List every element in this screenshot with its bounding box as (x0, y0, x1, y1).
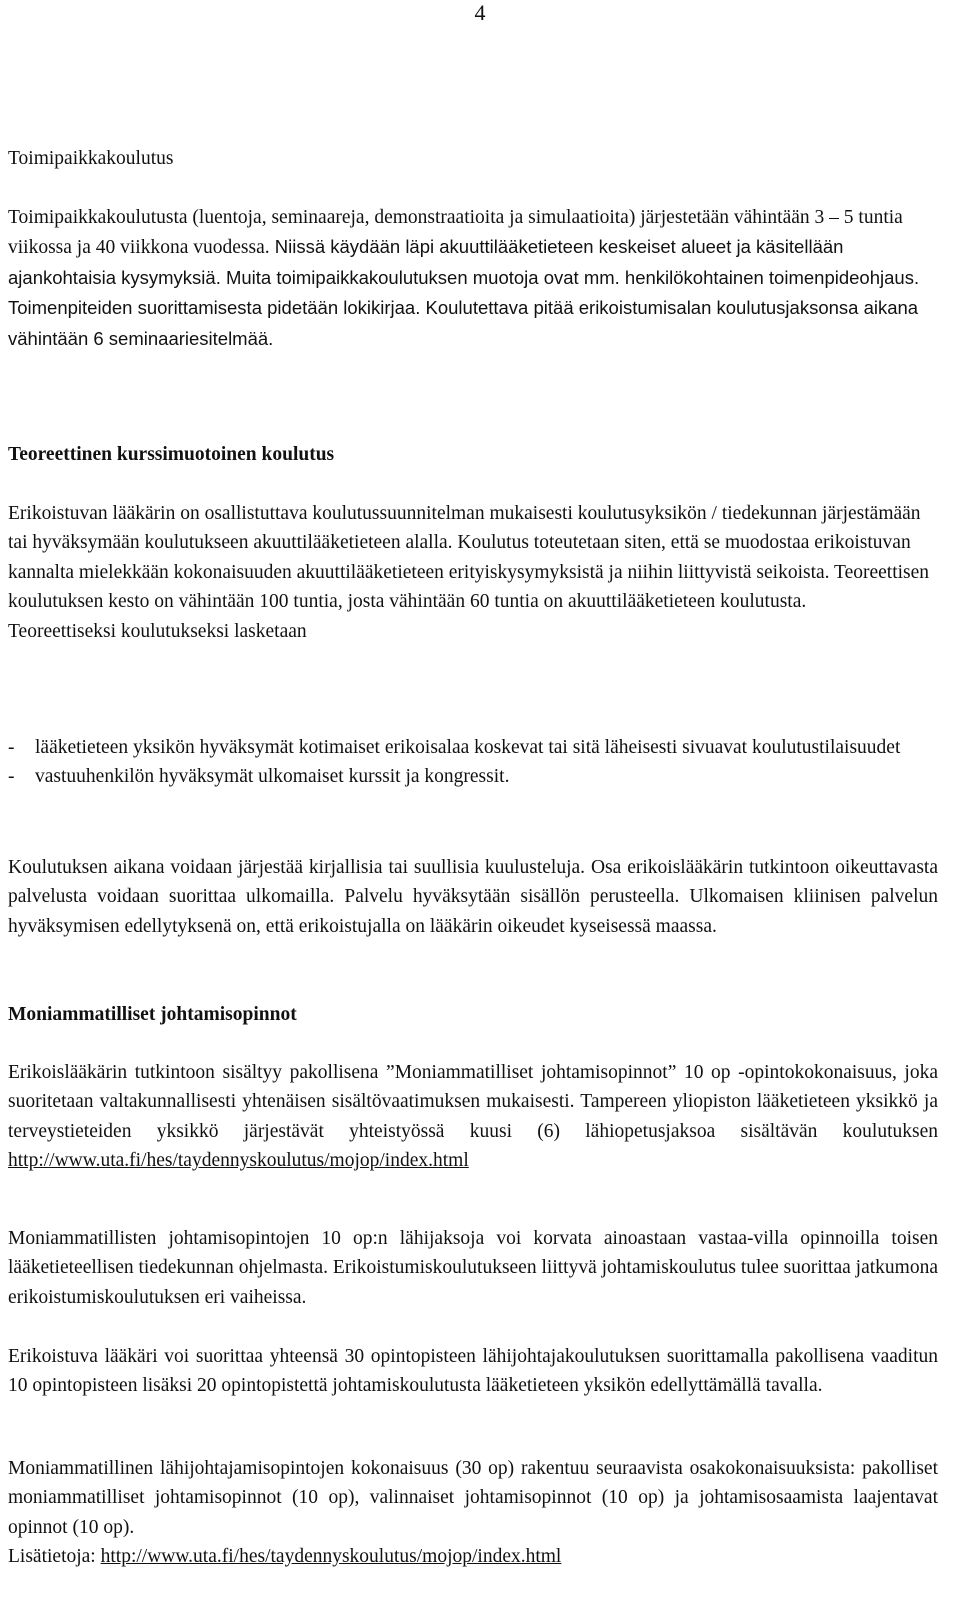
paragraph: Erikoistuva lääkäri voi suorittaa yhteensä 30 opintopisteen lähijohtajakoulutuksen suorittamalla pakollisena vaaditun 10 opintopisteen lisäksi 20 opintopistettä johtamiskoulutusta lääketieteen yksikön edellyttämällä tavalla. (8, 1346, 938, 1397)
list-intro: Teoreettiseksi koulutukseksi lasketaan (8, 620, 307, 642)
info-label: Lisätietoja: (8, 1546, 101, 1568)
section-moniammatilliset-para4 (8, 1454, 938, 1572)
list-item: - lääketieteen yksikön hyväksymät kotimaiset erikoisalaa koskevat tai sitä läheisesti sivuavat koulutustilaisuudet (8, 737, 901, 758)
paragraph: Moniammatillisten johtamisopintojen 10 op:n lähijaksoja voi korvata ainoastaan vastaa-villa opinnoilla toisen lääketieteellisen tiedekunnan ohjelmasta. Erikoistumiskoulutukseen liittyvä johtamiskoulutus tulee suorittaa jatkumona erikoistumiskoulutuksen eri vaiheissa. (8, 1228, 938, 1308)
paragraph (8, 1058, 938, 1176)
section-title: Toimipaikkakoulutus (8, 148, 174, 169)
paragraph: Koulutuksen aikana voidaan järjestää kirjallisia tai suullisia kuulusteluja. Osa erikoislääkärin tutkintoon oikeuttavasta palvelusta voidaan suorittaa ulkomailla. Palvelu hyväksytään sisällön perusteella. Ulkomaisen kliinisen palvelun hyväksymisen edellytyksenä on, että erikoistujalla on lääkärin oikeudet kyseisessä maassa. (8, 857, 938, 937)
paragraph (8, 203, 928, 354)
info-line (8, 1542, 938, 1571)
section-teoreettinen-title (8, 440, 938, 469)
section-title: Teoreettinen kurssimuotoinen koulutus (8, 444, 335, 465)
section-teoreettinen-body-2 (8, 853, 938, 941)
section-teoreettinen-body (8, 499, 938, 646)
section-moniammatilliset-para2 (8, 1224, 938, 1312)
section-moniammatilliset-title (8, 1000, 938, 1029)
dash-list (8, 733, 938, 792)
paragraph: Erikoistuvan lääkärin on osallistuttava koulutussuunnitelman mukaisesti koulutusyksikön / tiedekunnan järjestämään tai hyväksymään koulutukseen akuuttilääketieteen alalla. Koulutus toteutetaan siten, että se muodostaa erikoistuvan kannalta mielekkään kokonaisuuden akuuttilääketieteen erityiskysymyksistä ja niihin liittyvistä seikoista. Teoreettisen koulutuksen kesto on vähintään 100 tuntia, josta vähintään 60 tuntia on akuuttilääketieteen koulutusta. (8, 503, 930, 613)
paragraph-text-sans: Niissä käydään läpi akuuttilääketieteen keskeiset alueet ja käsitellään ajankohtaisia kysymyksiä. Muita toimipaikkakoulutuksen muotoja ovat mm. henkilökohtainen toimenpideohjaus. Toimenpiteiden suorittamisesta pidetään lokikirjaa. Koulutettava pitää erikoistumisalan koulutusjaksonsa aikana vähintään 6 seminaariesitelmää. (8, 236, 920, 349)
paragraph: Moniammatillinen lähijohtajamisopintojen kokonaisuus (30 op) rakentuu seuraavista osakokonaisuuksista: pakolliset moniammatilliset johtamisopinnot (10 op), valinnaiset johtamisopinnot (10 op) ja johtamisosaamista laajentavat opinnot (10 op). (8, 1458, 938, 1538)
section-title: Moniammatilliset johtamisopinnot (8, 1004, 297, 1025)
page-number: 4 (474, 0, 486, 25)
paragraph-text: Erikoislääkärin tutkintoon sisältyy pakollisena ”Moniammatilliset johtamisopinnot” 10 op -opintokokonaisuus, joka suoritetaan valtakunnallisesti yhtenäisen sisältövaatimuksen mukaisesti. Tampereen yliopiston lääketieteen yksikkö ja terveystieteiden yksikkö järjestävät yhteistyössä kuusi (6) lähiopetusjaksoa sisältävän koulutuksen (8, 1062, 938, 1142)
section-toimipaikkakoulutus-title (8, 144, 938, 173)
list-item-text: lääketieteen yksikön hyväksymät kotimaiset erikoisalaa koskevat tai sitä läheisesti sivuavat koulutustilaisuudet (35, 737, 901, 758)
section-toimipaikkakoulutus-body (8, 203, 928, 354)
list-koulutus (8, 733, 938, 792)
section-moniammatilliset-para1 (8, 1058, 938, 1176)
list-item-text: vastuuhenkilön hyväksymät ulkomaiset kurssit ja kongressit. (35, 766, 510, 788)
section-moniammatilliset-para3 (8, 1342, 938, 1401)
list-item: - vastuuhenkilön hyväksymät ulkomaiset kurssit ja kongressit. (8, 766, 510, 788)
mojop-link[interactable]: http://www.uta.fi/hes/taydennyskoulutus/mojop/index.html (8, 1150, 469, 1172)
info-link[interactable]: http://www.uta.fi/hes/taydennyskoulutus/mojop/index.html (100, 1546, 562, 1568)
paragraph-text-serif: Toimipaikkakoulutusta (luentoja, seminaareja, demonstraatioita ja simulaatioita) järjestetään vähintään 3 – 5 tuntia viikossa ja 40 viikkona vuodessa. (8, 207, 903, 259)
